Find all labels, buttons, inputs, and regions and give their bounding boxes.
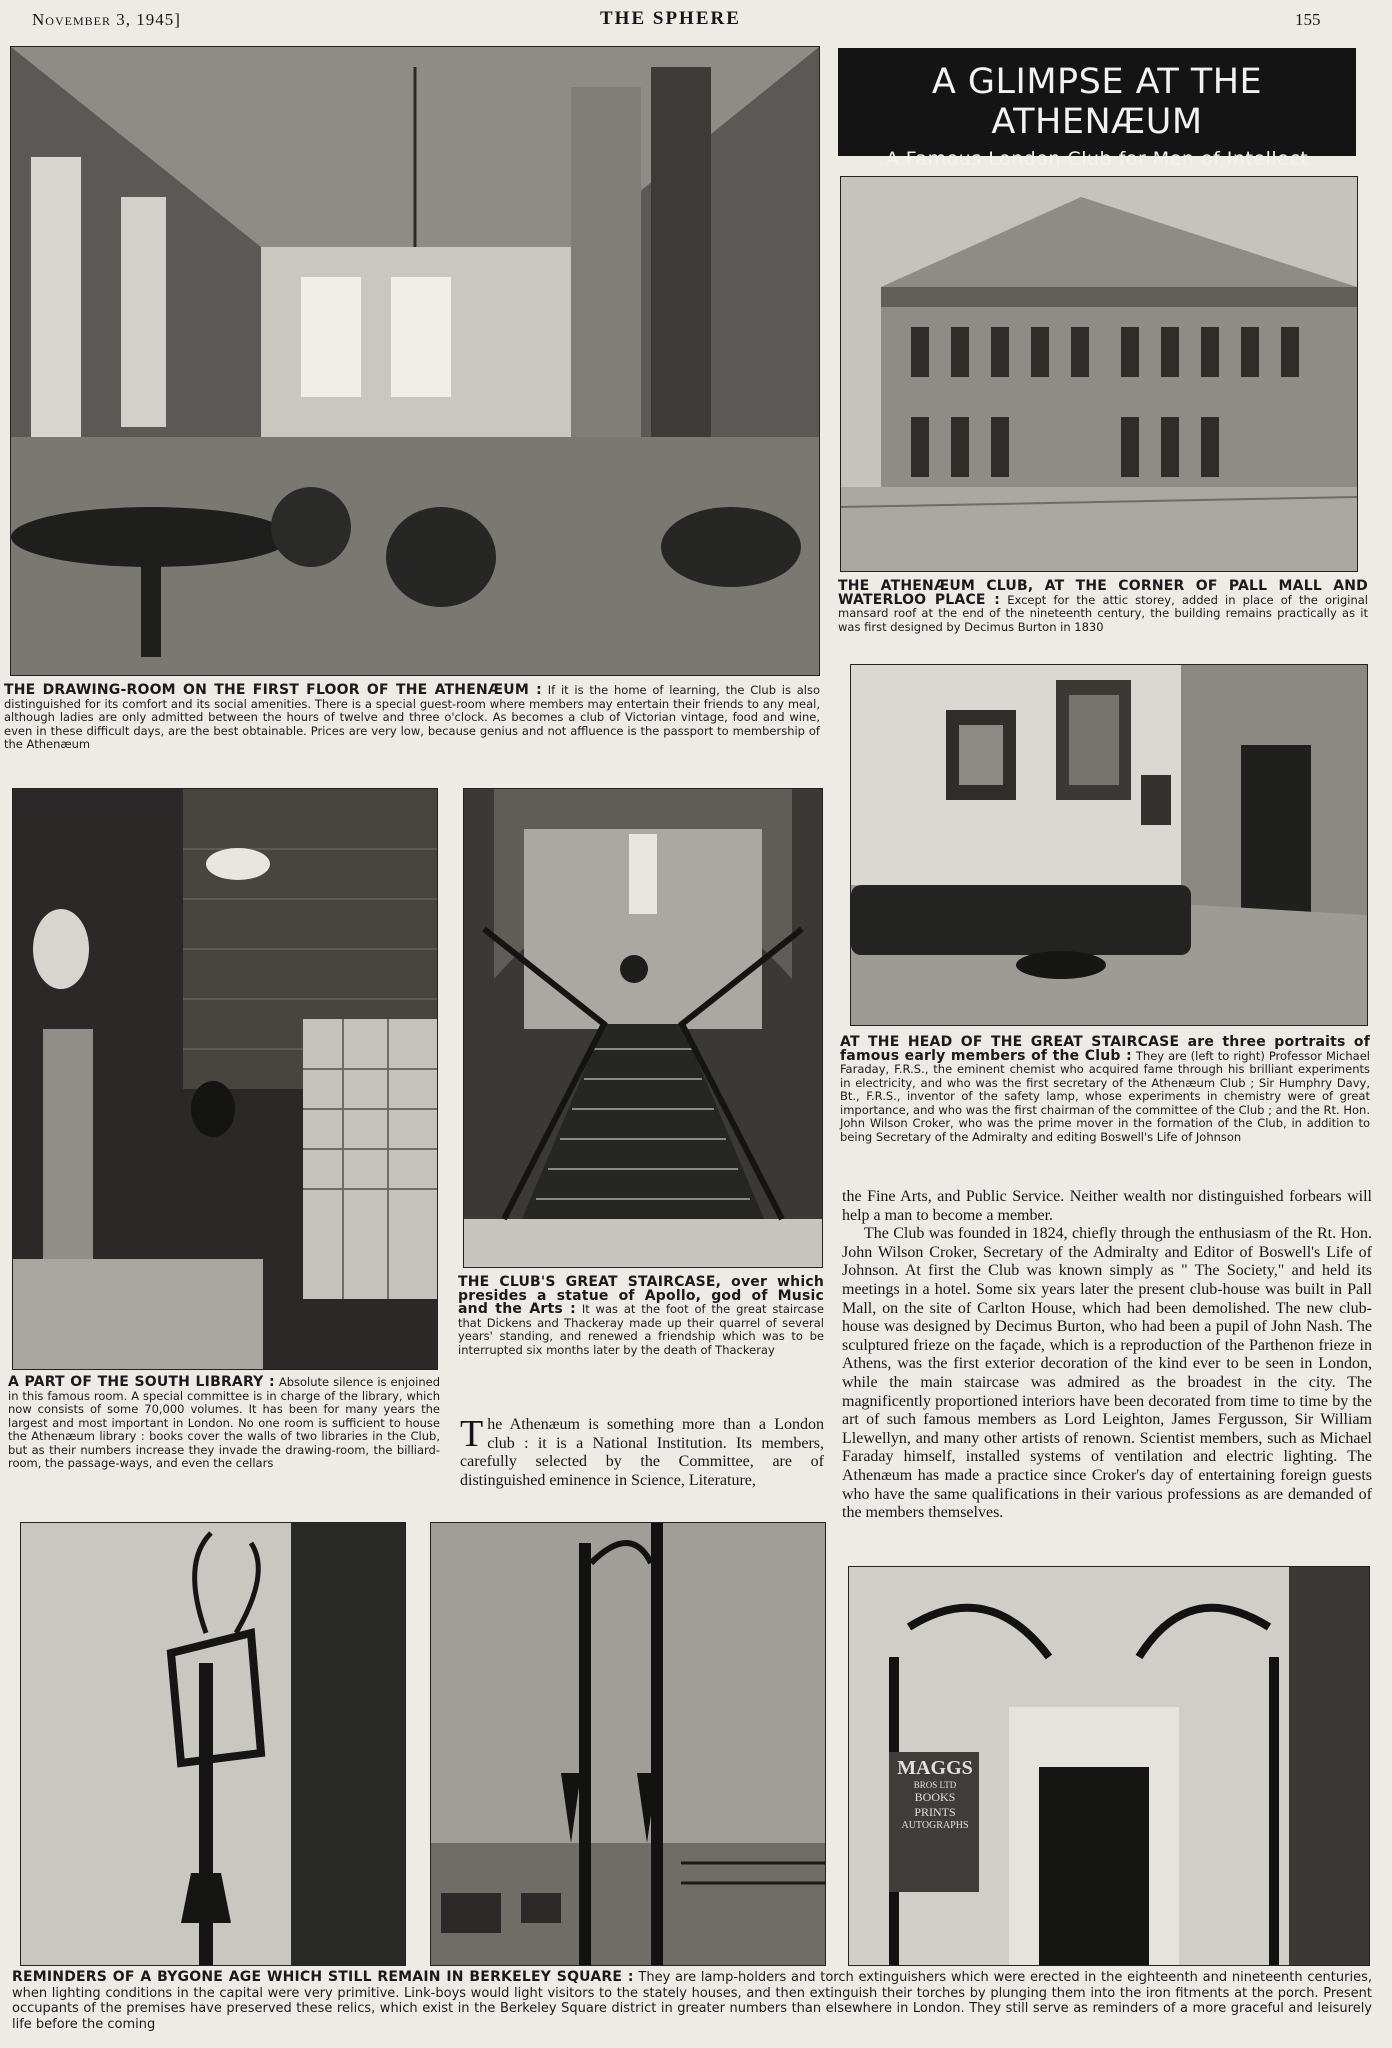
berkeley-lamp-holder-photo-1 [20, 1522, 406, 1966]
caption-text: They are (left to right) Professor Michael Faraday, F.R.S., the eminent chemist who acquired fame through his brilliant experiments in electricity, and who was the first secretary of the Athenæum Club ; Sir Humphry Davy, Bt., F.R.S., inventor of the safety lamp, whose experiments in chemistry were of great importance, and who was the first chairman of the committee of the Club ; and the Rt. Hon. John Wilson Croker, who was the prime mover in the formation of the Club, in addition to being Secretary of the Admiralty and editing Boswell's Life of Johnson [840, 1048, 1370, 1144]
article-col2-para-2: The Club was founded in 1824, chiefly through the enthusiasm of the Rt. Hon. John Wilson Croker, Secretary of the Admiralty and Editor of Boswell's Life of Johnson. At first the Club was known simply as " The Society," and held its meetings in a hotel. Some six years later the present club-house was built in Pall Mall, on the site of Carlton House, which had been demolished. The new club-house was designed by Decimus Burton, who had been a pupil of John Nash. The sculptured frieze on the façade, which is a reproduction of the Parthenon frieze in Athens, was the first exterior decoration of the kind ever to be seen in London, while the main staircase was admired as the broadest in the city. The magnificently proportioned interiors have been decorated from time to time by the art of such famous members as Lord Leighton, James Fergusson, Sir William Llewellyn, and many other artists of renown. Scientist members, such as Michael Faraday himself, installed systems of ventilation and electric lighting. The Athenæum has made a practice since Croker's day of entertaining foreign guests who have the same qualifications in their various professions as are demanded of the members themselves. [842, 1225, 1372, 1522]
club-exterior-photo [840, 176, 1358, 572]
caption-lead: THE ATHENÆUM CLUB, AT THE CORNER OF PALL MALL AND WATERLOO PLACE : [838, 578, 1368, 608]
drawing-room-caption [4, 684, 820, 752]
article-col1-text: he Athenæum is something more than a London club : it is a National Institution. Its members, carefully selected by the Committee, are of distinguished eminence in Science, Literature, [460, 1416, 824, 1489]
maggs-shop-sign: MAGGS BROS LTD BOOKS PRINTS AUTOGRAPHS [897, 1757, 973, 1831]
article-column-1 [460, 1413, 824, 1490]
berkeley-lamp-holder-photo-2 [430, 1522, 826, 1966]
issue-date: November 3, 1945] [32, 10, 181, 29]
great-staircase-caption [458, 1276, 824, 1357]
caption-lead: REMINDERS OF A BYGONE AGE WHICH STILL REMAIN IN BERKELEY SQUARE : [12, 1969, 634, 1985]
great-staircase-photo [463, 788, 823, 1268]
berkeley-square-caption [12, 1970, 1372, 2032]
staircase-head-caption [840, 1036, 1370, 1144]
south-library-caption [8, 1376, 440, 1471]
page-number: 155 [1295, 10, 1321, 29]
article-title-box [838, 48, 1356, 170]
article-title: A GLIMPSE AT THE ATHENÆUM [931, 62, 1263, 142]
caption-text: They are lamp-holders and torch extinguishers which were erected in the eighteenth and nineteenth centuries, when lighting conditions in the capital were very primitive. Link-boys would light visitors to the stately houses, and then extinguish their torches by plunging them into the iron fitments at the porch. Present occupants of the premises have preserved these relics, which exist in the Berkeley Square district in greater numbers than elsewhere in London. They still serve as reminders of a more graceful and leisurely life before the coming [12, 1970, 1372, 2032]
south-library-photo [12, 788, 438, 1370]
caption-lead: AT THE HEAD OF THE GREAT STAIRCASE are three portraits of famous early members of the Club : [840, 1034, 1370, 1064]
caption-lead: THE CLUB'S GREAT STAIRCASE, over which presides a statue of Apollo, god of Music and the Arts : [458, 1274, 824, 1317]
caption-text: Except for the attic storey, added in place of the original mansard roof at the end of the nineteenth century, the building remains practically as it was first designed by Decimus Burton in 1830 [838, 592, 1368, 634]
caption-lead: THE DRAWING-ROOM ON THE FIRST FLOOR OF THE ATHENÆUM : [4, 682, 542, 698]
article-col2-para-1: the Fine Arts, and Public Service. Neither wealth nor distinguished forbears will help a man to become a member. [842, 1188, 1372, 1224]
club-exterior-caption [838, 580, 1368, 634]
article-dropcap: T [460, 1413, 484, 1455]
caption-text: If it is the home of learning, the Club is also distinguished for its comfort and its social amenities. There is a special guest-room where members may entertain their friends to any meal, although ladies are only admitted between the hours of twelve and three o'clock. As becomes a club of Victorian vintage, food and wine, even in these difficult days, are the best obtainable. Prices are very low, because genius and not affluence is the passport to membership of the Athenæum [4, 683, 821, 751]
publication-name: THE SPHERE [600, 8, 741, 29]
drawing-room-photo [10, 46, 820, 676]
article-column-2 [842, 1188, 1372, 1523]
article-subtitle: A Famous London Club for Men of Intellect [885, 148, 1309, 170]
maggs-doorway-photo [848, 1566, 1370, 1966]
caption-text: Absolute silence is enjoined in this famous room. A special committee is in charge of the library, which now consists of some 70,000 volumes. It has been for many years the largest and most important in London. No one room is sufficient to house the Athenæum library : books cover the walls of two libraries in the Club, but as their numbers increase they invade the drawing-room, the billiard-room, the passage-ways, and even the cellars [8, 1375, 440, 1470]
staircase-head-portraits-photo [850, 664, 1368, 1026]
caption-text: It was at the foot of the great staircase that Dickens and Thackeray made up their quarrel of several years' standing, and renewed a friendship which was to be interrupted six months later by the death of Thackeray [458, 1302, 824, 1357]
caption-lead: A PART OF THE SOUTH LIBRARY : [8, 1374, 275, 1390]
